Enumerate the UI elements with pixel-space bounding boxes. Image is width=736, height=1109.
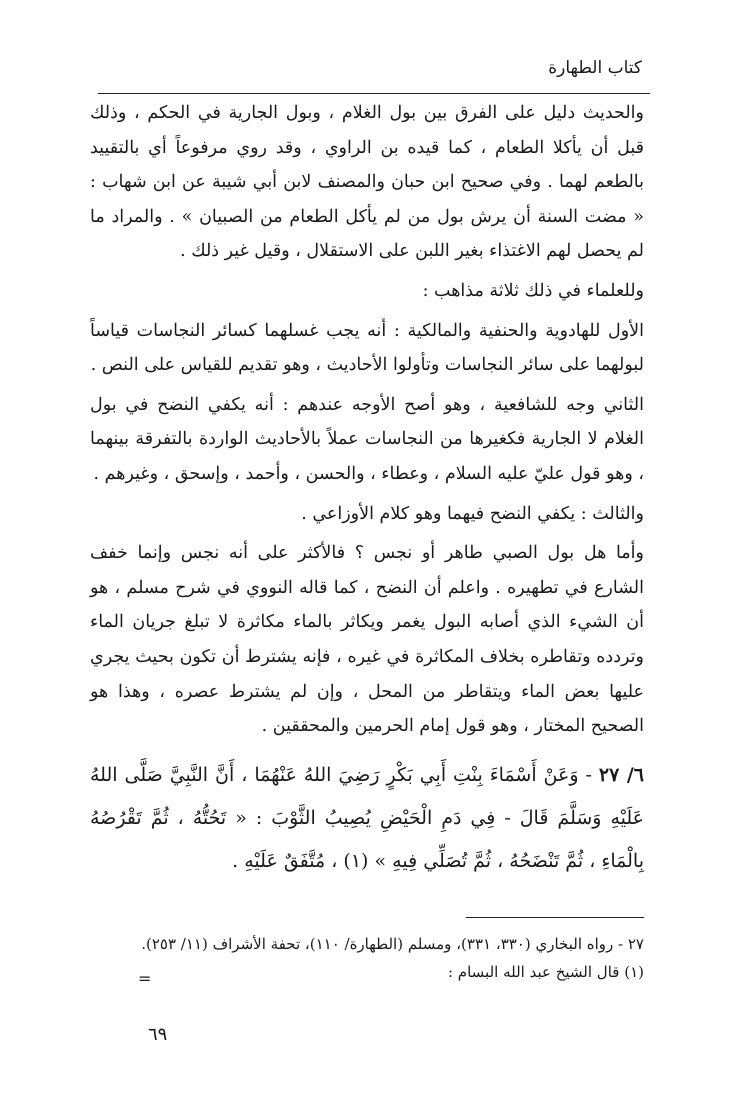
footnote-source: ٢٧ - رواه البخاري (٣٣٠، ٣٣١)، ومسلم (الطهارة/ ١١٠)، تحفة الأشراف (١١/ ٢٥٣). (141, 935, 644, 953)
hadith-text-block (90, 754, 644, 883)
header-divider (98, 93, 650, 94)
paragraph-purity-discussion: وأما هل بول الصبي طاهر أو نجس ؟ فالأكثر على أنه نجس وإنما خفف الشارع في تطهيره . واعلم أن النضح ، كما قاله النووي في شرح مسلم ، هو أن الشيء الذي أصابه البول يغمر ويكاثر بالماء مكاثرة لا تبلغ جريان الماء وتردده وتقاطره بخلاف المكاثرة في غيره ، فإنه يشترط أن تكون بحيث يجري عليها بعض الماء ويتقاطر من المحل ، وإن لم يشترط عصره ، وهذا هو الصحيح المختار ، وهو قول إمام الحرمين والمحققين . (90, 543, 644, 737)
hadith-text: - وَعَنْ أَسْمَاءَ بِنْتِ أَبِي بَكْرٍ رَضِيَ اللهُ عَنْهُمَا ، أَنَّ النَّبِيَّ صَلَّى اللهُ عَلَيْهِ وَسَلَّمَ قَالَ - فِي دَمِ الْحَيْضِ يُصِيبُ الثَّوْبَ : « تَحُتُّهُ ، ثُمَّ تَقْرُصُهُ بِالْمَاءِ ، ثُمَّ تَنْضَحُهُ ، ثُمَّ تُصَلِّي فِيهِ » (١) ، مُتَّفَقٌ عَلَيْهِ . (90, 763, 644, 872)
page-number: ٦٩ (148, 1024, 168, 1045)
paragraph-first-opinion: الأول للهادوية والحنفية والمالكية : أنه يجب غسلهما كسائر النجاسات قياساً لبولهما على سائر النجاسات وتأولوا الأحاديث ، وهو تقديم للقياس على النص . (90, 320, 644, 376)
paragraph-hadith-explanation: والحديث دليل على الفرق بين بول الغلام ، وبول الجارية في الحكم ، وذلك قبل أن يأكلا الطعام ، كما قيده بن الراوي ، وقد روي مرفوعاً أي بالتقييد بالطعم لهما . وفي صحيح ابن حبان والمصنف لابن أبي شيبة عن ابن شهاب : « مضت السنة أن يرش بول من لم يأكل الطعام من الصبيان » . والمراد ما لم يحصل لهم الاغتذاء بغير اللبن على الاستقلال ، وقيل غير ذلك . (90, 103, 644, 262)
paragraph-second-opinion: الثاني وجه للشافعية ، وهو أصح الأوجه عندهم : أنه يكفي النضح في بول الغلام لا الجارية فكغيرها من النجاسات عملاً بالأحاديث الواردة بالتفرقة بينهما ، وهو قول عليّ عليه السلام ، وعطاء ، والحسن ، وأحمد ، وإسحق ، وغيرهم . (90, 394, 644, 484)
main-text (90, 96, 644, 883)
footnote-divider (466, 917, 644, 918)
continuation-mark: = (138, 969, 152, 988)
paragraph-third-opinion: والثالث : يكفي النضح فيهما وهو كلام الأوزاعي . (301, 503, 644, 524)
hadith-number: ٦/ ٢٧ (598, 763, 645, 786)
footnote-one: (١) قال الشيخ عبد الله البسام : (447, 963, 644, 981)
paragraph-scholars-intro: وللعلماء في ذلك ثلاثة مذاهب : (422, 280, 644, 301)
running-header-title: كتاب الطهارة (548, 58, 642, 78)
footnotes (90, 930, 644, 986)
